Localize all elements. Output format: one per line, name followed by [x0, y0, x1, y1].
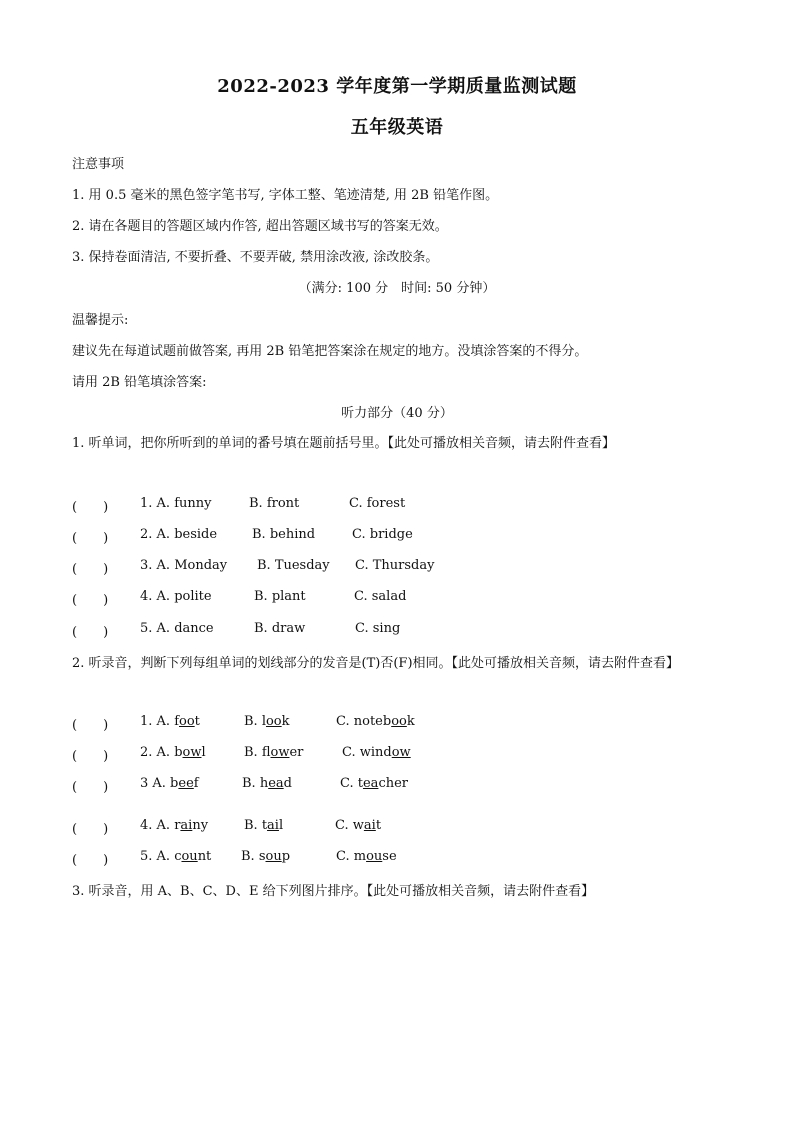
option-c: C. salad — [354, 589, 407, 604]
underlined-letters: ow — [270, 745, 290, 760]
option-text: 2. A. b — [140, 745, 183, 760]
option-text: f — [193, 776, 199, 791]
notice-heading: 注意事项 — [72, 157, 125, 172]
option-a — [140, 745, 206, 760]
option-c: C. Thursday — [355, 558, 435, 573]
tips-text: 建议先在每道试题前做答案, 再用 2B 铅笔把答案涂在规定的地方。没填涂答案的不得分。 — [72, 344, 588, 359]
underlined-letters: ai — [180, 818, 193, 833]
option-text: C. w — [335, 818, 364, 833]
option-c — [336, 714, 415, 729]
option-b — [244, 818, 283, 833]
answer-bracket[interactable]: ( ) — [72, 780, 109, 795]
underlined-letters: ea — [268, 776, 284, 791]
option-text: p — [281, 849, 291, 864]
option-a — [140, 714, 200, 729]
option-text: l — [201, 745, 206, 760]
option-a — [140, 818, 208, 833]
tips-heading: 温馨提示: — [72, 313, 129, 328]
option-b: B. Tuesday — [257, 558, 330, 573]
option-text: se — [382, 849, 397, 864]
underlined-letters: ai — [363, 818, 376, 833]
option-text: ny — [192, 818, 209, 833]
option-c — [335, 818, 381, 833]
option-text: B. l — [244, 714, 266, 729]
option-text: C. noteb — [336, 714, 392, 729]
option-text: l — [278, 818, 284, 833]
underlined-letters: ou — [265, 849, 282, 864]
option-b — [241, 849, 290, 864]
notice-item-2: 2. 请在各题目的答题区域内作答, 超出答题区域书写的答案无效。 — [72, 219, 448, 234]
option-text: 1. A. f — [140, 714, 179, 729]
underlined-letters: oo — [391, 714, 407, 729]
section2-instruction: 2. 听录音，判断下列每组单词的划线部分的发音是(T)否(F)相同。【此处可播放相关音频，请去附件查看】 — [72, 656, 680, 671]
option-a: 5. A. dance — [140, 621, 214, 636]
option-text: d — [283, 776, 292, 791]
option-text: er — [289, 745, 304, 760]
option-c — [340, 776, 408, 791]
section3-instruction: 3. 听录音，用 A、B、C、D、E 给下列图片排序。【此处可播放相关音频，请去附件查看】 — [72, 884, 595, 899]
underlined-letters: oo — [265, 714, 282, 729]
underlined-letters: ee — [178, 776, 194, 791]
option-text: C. wind — [342, 745, 392, 760]
option-text: B. fl — [244, 745, 271, 760]
option-a — [140, 849, 211, 864]
option-text: B. h — [242, 776, 269, 791]
option-b — [244, 745, 303, 760]
answer-bracket[interactable]: ( ) — [72, 718, 109, 733]
option-a: 4. A. polite — [140, 589, 212, 604]
option-text: C. t — [340, 776, 363, 791]
answer-bracket[interactable]: ( ) — [72, 749, 109, 764]
answer-bracket[interactable]: ( ) — [72, 822, 109, 837]
page-subtitle: 五年级英语 — [350, 117, 444, 138]
underlined-letters: ou — [366, 849, 383, 864]
option-b: B. front — [249, 496, 300, 511]
answer-bracket[interactable]: ( ) — [72, 531, 109, 546]
option-c: C. bridge — [352, 527, 413, 542]
option-text: t — [194, 714, 200, 729]
option-text: B. t — [244, 818, 268, 833]
option-text: 3 A. b — [140, 776, 179, 791]
option-text: nt — [197, 849, 212, 864]
option-c: C. forest — [349, 496, 406, 511]
page-title: 2022-2023 学年度第一学期质量监测试题 — [217, 76, 577, 97]
option-b — [242, 776, 292, 791]
option-text: C. m — [336, 849, 367, 864]
option-text: t — [375, 818, 382, 833]
underlined-letters: ow — [182, 745, 202, 760]
option-b: B. behind — [252, 527, 316, 542]
option-a: 3. A. Monday — [140, 558, 228, 573]
option-b: B. plant — [254, 589, 306, 604]
option-c: C. sing — [355, 621, 401, 636]
option-text: k — [281, 714, 290, 729]
notice-item-3: 3. 保持卷面清洁, 不要折叠、不要弄破, 禁用涂改液, 涂改胶条。 — [72, 250, 439, 265]
option-text: 4. A. r — [140, 818, 181, 833]
option-c — [342, 745, 411, 760]
underlined-letters: ea — [362, 776, 379, 791]
answer-bracket[interactable]: ( ) — [72, 500, 109, 515]
underlined-letters: ou — [181, 849, 198, 864]
notice-item-1: 1. 用 0.5 毫米的黑色签字笔书写, 字体工整、笔迹清楚, 用 2B 铅笔作图。 — [72, 188, 499, 203]
option-a — [140, 776, 199, 791]
option-a: 2. A. beside — [140, 527, 218, 542]
option-b: B. draw — [254, 621, 306, 636]
answer-bracket[interactable]: ( ) — [72, 853, 109, 868]
option-text: k — [406, 714, 415, 729]
answer-bracket[interactable]: ( ) — [72, 625, 109, 640]
option-text: 5. A. c — [140, 849, 182, 864]
option-b — [244, 714, 290, 729]
listening-heading: 听力部分（40 分） — [341, 406, 453, 421]
option-text: cher — [378, 776, 408, 791]
answer-bracket[interactable]: ( ) — [72, 562, 109, 577]
underlined-letters: ai — [267, 818, 279, 833]
option-a: 1. A. funny — [140, 496, 212, 511]
underlined-letters: ow — [391, 745, 411, 760]
option-text: B. s — [241, 849, 266, 864]
answer-bracket[interactable]: ( ) — [72, 593, 109, 608]
option-c — [336, 849, 397, 864]
section1-instruction: 1. 听单词，把你所听到的单词的番号填在题前括号里。【此处可播放相关音频，请去附件查看】 — [72, 436, 616, 451]
exam-info: （满分: 100 分 时间: 50 分钟） — [298, 281, 496, 296]
underlined-letters: oo — [179, 714, 195, 729]
fill-instruction: 请用 2B 铅笔填涂答案: — [72, 375, 207, 390]
